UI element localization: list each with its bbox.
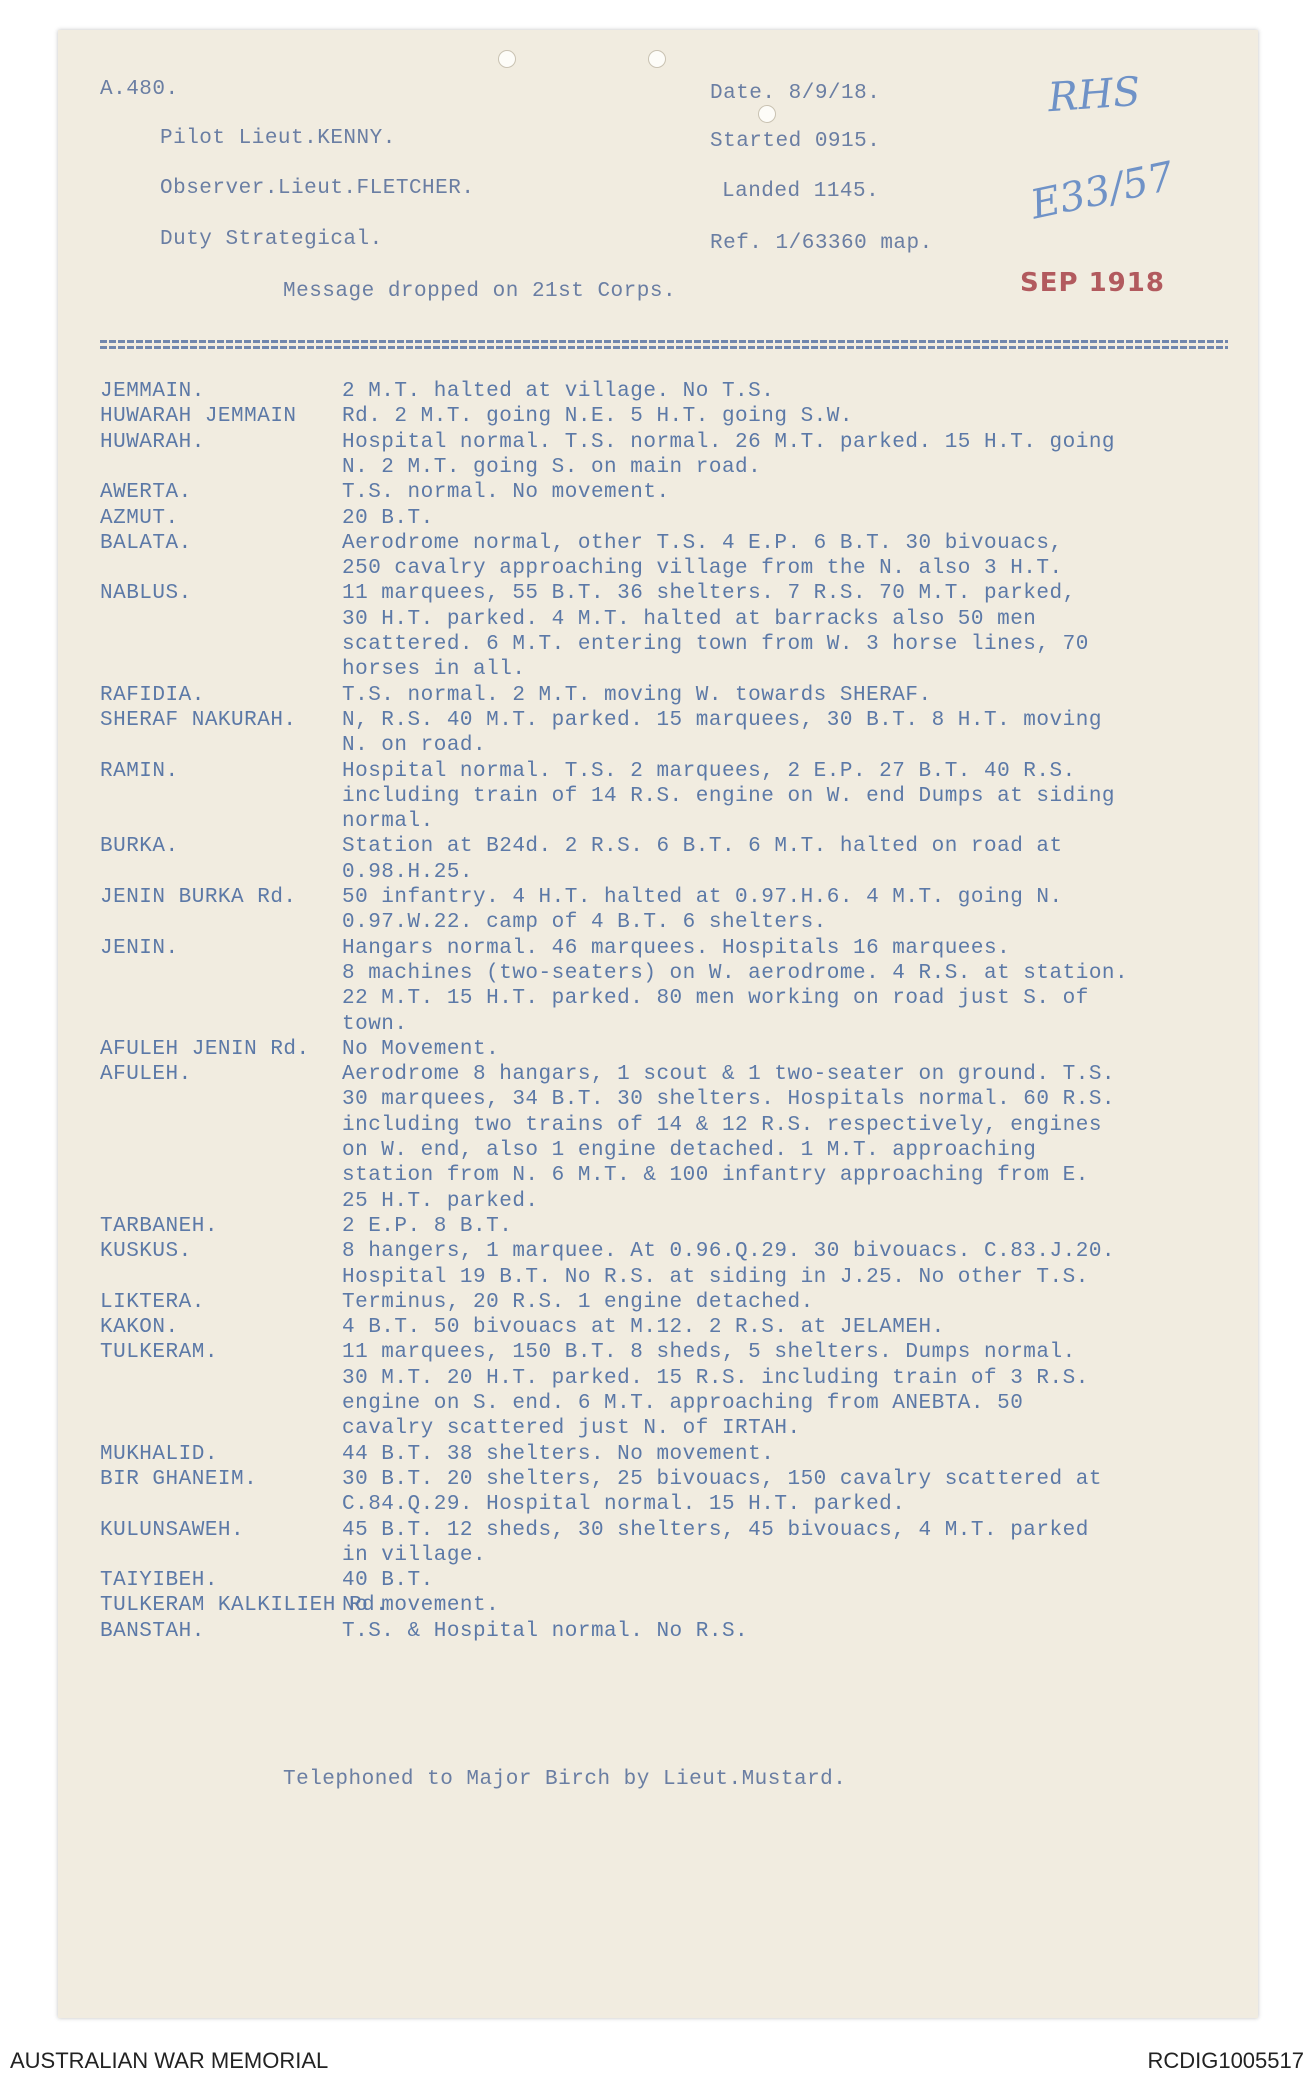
observation-text: 45 B.T. 12 sheds, 30 shelters, 45 bivouacs, 4 M.T. parked [342,1518,1089,1542]
observer-line: Observer.Lieut.FLETCHER. [160,177,475,200]
report-line [100,658,1250,683]
report-line [100,1266,1250,1291]
report-line [100,456,1250,481]
place-name: MUKHALID. [100,1442,218,1466]
place-name: BIR GHANEIM. [100,1467,258,1491]
observation-text: Aerodrome 8 hangars, 1 scout & 1 two-seater on ground. T.S. [342,1063,1116,1087]
report-line [100,431,1250,456]
place-name: HUWARAH. [100,430,205,454]
place-name: BANSTAH. [100,1619,205,1643]
ref-map-line: Ref. 1/63360 map. [710,232,933,255]
date-stamp: SEP 1918 [1020,268,1165,298]
punch-hole [758,105,776,123]
observation-text: cavalry scattered just N. of IRTAH. [342,1417,801,1441]
observation-text: 8 hangers, 1 marquee. At 0.96.Q.29. 30 bivouacs. C.83.J.20. [342,1240,1116,1264]
place-name: RAFIDIA. [100,683,205,707]
report-line [100,835,1250,860]
handwritten-initials: RHS [1046,68,1142,122]
observation-text: N, R.S. 40 M.T. parked. 15 marquees, 30 B.T. 8 H.T. moving [342,708,1102,732]
observation-text: on W. end, also 1 engine detached. 1 M.T. approaching [342,1139,1037,1162]
observation-text: Hangars normal. 46 marquees. Hospitals 16 marquees. [342,936,1011,960]
place-name: HUWARAH JEMMAIN [100,405,297,429]
report-line [100,1341,1250,1366]
observation-text: 8 machines (two-seaters) on W. aerodrome. 4 R.S. at station. [342,961,1129,985]
report-line [100,633,1250,658]
observation-text: 0.97.W.22. camp of 4 B.T. 6 shelters. [342,911,827,935]
observation-text: Aerodrome normal, other T.S. 4 E.P. 6 B.T. 30 bivouacs, [342,531,1063,555]
observation-text: 20 B.T. [342,506,434,530]
report-line [100,1443,1250,1468]
archive-footer [0,2042,1314,2082]
report-line [100,1139,1250,1164]
report-line [100,1468,1250,1493]
report-line [100,1569,1250,1594]
observation-text: 11 marquees, 150 B.T. 8 sheds, 5 shelters. Dumps normal. [342,1341,1076,1365]
observation-text: No movement. [342,1594,500,1618]
place-name: JENIN. [100,936,179,960]
place-name: AZMUT. [100,506,179,530]
report-line [100,1519,1250,1544]
observation-text: including two trains of 14 & 12 R.S. respectively, engines [342,1113,1102,1137]
place-name: JEMMAIN. [100,380,205,403]
observation-text: town. [342,1012,408,1036]
observation-text: horses in all. [342,658,526,682]
observation-text: station from N. 6 M.T. & 100 infantry approaching from E. [342,1164,1089,1188]
report-line [100,987,1250,1012]
place-name: SHERAF NAKURAH. [100,708,297,732]
place-name: TAIYIBEH. [100,1569,218,1593]
report-line [100,709,1250,734]
observation-text: 40 B.T. [342,1569,434,1593]
report-line [100,1493,1250,1518]
punch-hole [648,50,666,68]
observation-text: 0.98.H.25. [342,860,474,884]
report-line [100,810,1250,835]
report-line [100,1392,1250,1417]
footer-id: RCDIG1005517 [1147,2048,1304,2073]
handwritten-ref: E33/57 [1026,153,1178,229]
place-name: TULKERAM. [100,1341,218,1365]
message-line: Message dropped on 21st Corps. [283,280,677,303]
duty-line: Duty Strategical. [160,228,383,251]
observation-text: Hospital normal. T.S. normal. 26 M.T. parked. 15 H.T. going [342,430,1116,454]
place-name: AFULEH JENIN Rd. [100,1037,310,1061]
place-name: LIKTERA. [100,1290,205,1314]
report-line [100,532,1250,557]
observation-text: 30 marquees, 34 B.T. 30 shelters. Hospitals normal. 60 R.S. [342,1088,1116,1112]
observation-text: 2 M.T. halted at village. No T.S. [342,380,775,403]
divider-rule [100,346,1228,349]
report-line [100,911,1250,936]
observation-text: T.S. normal. No movement. [342,481,670,505]
observation-text: 50 infantry. 4 H.T. halted at 0.97.H.6. 4 M.T. going N. [342,886,1063,909]
report-line [100,1215,1250,1240]
observation-text: Rd. 2 M.T. going N.E. 5 H.T. going S.W. [342,405,853,429]
report-line [100,1063,1250,1088]
punch-hole [498,50,516,68]
report-line [100,760,1250,785]
observation-text: 44 B.T. 38 shelters. No movement. [342,1442,775,1466]
observation-text: Terminus, 20 R.S. 1 engine detached. [342,1290,814,1314]
observation-text: scattered. 6 M.T. entering town from W. 3 horse lines, 70 [342,633,1089,656]
place-name: KULUNSAWEH. [100,1518,245,1542]
observation-text: N. on road. [342,734,487,758]
observation-text: normal. [342,810,434,834]
report-line [100,582,1250,607]
report-line [100,1114,1250,1139]
report-line [100,1164,1250,1189]
place-name: TULKERAM KALKILIEH Rd. [100,1594,389,1618]
observation-text: C.84.Q.29. Hospital normal. 15 H.T. parked. [342,1493,906,1517]
report-line [100,1088,1250,1113]
place-name: RAMIN. [100,759,179,783]
observation-text: 30 M.T. 20 H.T. parked. 15 R.S. including train of 3 R.S. [342,1366,1089,1390]
place-name: BURKA. [100,835,179,859]
report-line [100,861,1250,886]
report-line [100,1620,1250,1645]
observation-text: Station at B24d. 2 R.S. 6 B.T. 6 M.T. halted on road at [342,835,1063,859]
report-line [100,1038,1250,1063]
report-line [100,886,1250,911]
place-name: KUSKUS. [100,1240,192,1264]
observation-text: 30 B.T. 20 shelters, 25 bivouacs, 150 cavalry scattered at [342,1467,1102,1491]
footer-source: AUSTRALIAN WAR MEMORIAL [10,2048,329,2073]
started-line: Started 0915. [710,130,881,153]
report-line [100,481,1250,506]
observation-text: 11 marquees, 55 B.T. 36 shelters. 7 R.S. 70 M.T. parked, [342,582,1076,606]
place-name: JENIN BURKA Rd. [100,886,297,909]
report-line [100,1013,1250,1038]
report-line [100,405,1250,430]
observation-text: engine on S. end. 6 M.T. approaching from ANEBTA. 50 [342,1392,1024,1415]
report-line [100,684,1250,709]
report-line [100,734,1250,759]
place-name: BALATA. [100,531,192,555]
observation-text: 250 cavalry approaching village from the N. also 3 H.T. [342,557,1063,581]
report-line [100,557,1250,582]
report-line [100,608,1250,633]
report-line [100,1544,1250,1569]
date-line: Date. 8/9/18. [710,82,881,105]
divider-rule [100,340,1228,343]
place-name: NABLUS. [100,582,192,606]
ref-number: A.480. [100,78,179,101]
observation-text: Hospital normal. T.S. 2 marquees, 2 E.P. 27 B.T. 40 R.S. [342,759,1076,783]
observation-text: N. 2 M.T. going S. on main road. [342,455,762,479]
report-line [100,1316,1250,1341]
observation-text: No Movement. [342,1037,500,1061]
report-line [100,380,1250,405]
report-line [100,507,1250,532]
place-name: AFULEH. [100,1063,192,1087]
observation-text: Hospital 19 B.T. No R.S. at siding in J.25. No other T.S. [342,1265,1089,1289]
place-name: KAKON. [100,1316,179,1340]
report-line [100,937,1250,962]
report-line [100,1291,1250,1316]
report-line [100,785,1250,810]
pilot-line: Pilot Lieut.KENNY. [160,127,396,150]
observation-text: 2 E.P. 8 B.T. [342,1214,513,1238]
place-name: AWERTA. [100,481,192,505]
landed-line: Landed 1145. [722,180,880,203]
observation-text: T.S. & Hospital normal. No R.S. [342,1619,749,1643]
report-line [100,1240,1250,1265]
closing-line: Telephoned to Major Birch by Lieut.Mustard. [283,1768,847,1791]
report-line [100,1594,1250,1619]
observation-text: 30 H.T. parked. 4 M.T. halted at barracks also 50 men [342,607,1037,631]
observation-text: including train of 14 R.S. engine on W. end Dumps at siding [342,784,1116,808]
observation-text: 25 H.T. parked. [342,1189,539,1213]
report-line [100,1190,1250,1215]
place-name: TARBANEH. [100,1214,218,1238]
observation-text: 22 M.T. 15 H.T. parked. 80 men working on road just S. of [342,987,1089,1011]
report-line [100,1367,1250,1392]
observation-text: in village. [342,1543,487,1567]
observation-text: T.S. normal. 2 M.T. moving W. towards SHERAF. [342,683,932,707]
report-line [100,1417,1250,1442]
observation-text: 4 B.T. 50 bivouacs at M.12. 2 R.S. at JELAMEH. [342,1316,945,1340]
report-line [100,962,1250,987]
